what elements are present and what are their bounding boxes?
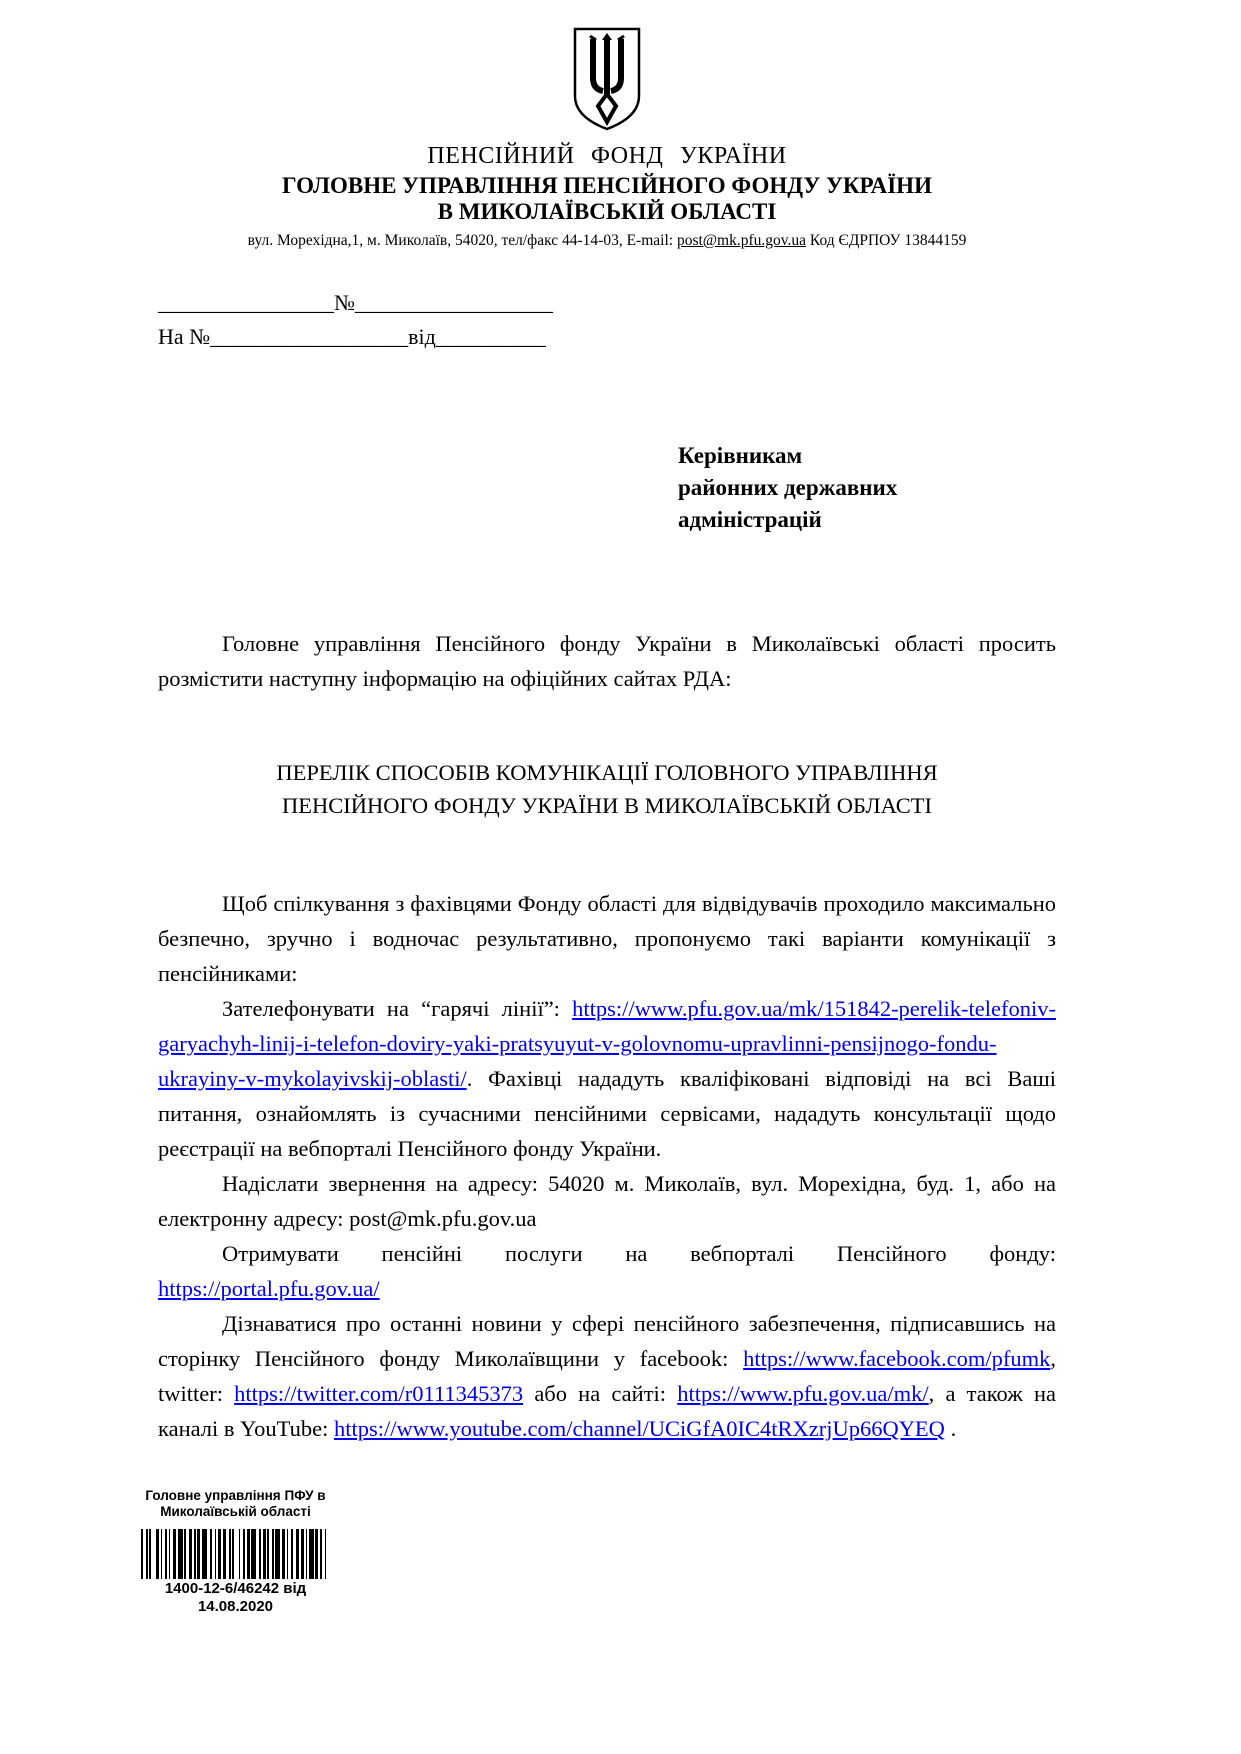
hotline-text-suffix: . Фахівці нададуть кваліфіковані відповіді на всі Ваші питання, ознайомлять із сучасними пенсійними сервісами, нададуть консультації щодо реєстрації на вебпорталі Пенсійного фонду України.: [158, 1066, 1056, 1161]
number-sign: №: [334, 290, 355, 315]
heading-line1: ПЕРЕЛІК СПОСОБІВ КОМУНІКАЦІЇ ГОЛОВНОГО УПРАВЛІННЯ: [276, 760, 938, 785]
news-text-mid1: , twitter:: [158, 1346, 1056, 1406]
recipient-block: [678, 440, 1056, 536]
incoming-number-blank: __________________: [210, 324, 409, 349]
reference-block: [158, 290, 1056, 350]
outgoing-number-line: [158, 290, 1056, 316]
news-text-mid2: або на сайті:: [523, 1381, 678, 1406]
incoming-prefix: На №: [158, 324, 211, 349]
incoming-date-blank: __________: [435, 324, 546, 349]
recipient-line: Керівникам: [678, 443, 803, 468]
news-text-mid3: , а також на каналі в YouTube:: [158, 1381, 1056, 1441]
incoming-number-line: [158, 324, 1056, 350]
twitter-link[interactable]: https://twitter.com/r0111345373: [234, 1381, 524, 1406]
header-email-link[interactable]: post@mk.pfu.gov.ua: [676, 232, 807, 249]
news-text-prefix: Дізнаватися про останні новини у сфері пенсійного забезпечення, підписавшись на сторінку Пенсійного фонду Миколаївщини у facebook:: [158, 1311, 1056, 1371]
hotline-link[interactable]: https://www.pfu.gov.ua/mk/151842-perelik-telefoniv-garyachyh-linij-i-telefon-doviry-yaki-pratsyuyut-v-golovnomu-upravlinni-pensijnogo-fondu-ukrayiny-v-mykolayivskij-oblasti/: [158, 996, 1056, 1091]
webportal-text-prefix: Отримувати пенсійні послуги на вебпорталі Пенсійного фонду:: [222, 1241, 1056, 1266]
paragraph-news: [158, 1306, 1056, 1446]
recipient-line: адміністрацій: [678, 507, 822, 532]
youtube-link[interactable]: https://www.youtube.com/channel/UCiGfA0IC4tRXzrjUp66QYEQ: [333, 1416, 945, 1441]
stamp-org-line1: Головне управління ПФУ в: [145, 1488, 326, 1503]
letterhead: [158, 26, 1056, 250]
barcode: [128, 1529, 343, 1579]
heading-line2: ПЕНСІЙНОГО ФОНДУ УКРАЇНИ В МИКОЛАЇВСЬКІЙ ОБЛАСТІ: [282, 793, 932, 818]
ukraine-trident-emblem-icon: [572, 26, 642, 137]
paragraph-postal-address: Надіслати звернення на адресу: 54020 м. Миколаїв, вул. Морехідна, буд. 1, або на електронну адресу: post@mk.pfu.gov.ua: [158, 1171, 1056, 1231]
site-link[interactable]: https://www.pfu.gov.ua/mk/: [677, 1381, 929, 1406]
news-text-suffix: .: [944, 1416, 957, 1441]
document-heading: [158, 756, 1056, 822]
stamp-doc-number: 1400-12-6/46242 від: [164, 1580, 307, 1597]
registration-stamp: [128, 1488, 343, 1615]
date-blank: ________________: [158, 290, 334, 315]
address-suffix: Код ЄДРПОУ 13844159: [806, 232, 967, 249]
address-prefix: вул. Морехідна,1, м. Миколаїв, 54020, тел/факс 44-14-03, E-mail:: [247, 232, 677, 249]
stamp-doc-date: 14.08.2020: [197, 1598, 274, 1615]
portal-link[interactable]: https://portal.pfu.gov.ua/: [158, 1276, 380, 1301]
stamp-org-line2: Миколаївській області: [160, 1504, 311, 1519]
hotline-text-prefix: Зателефонувати на “гарячі лінії”:: [222, 996, 573, 1021]
org-name-line2: ГОЛОВНЕ УПРАВЛІННЯ ПЕНСІЙНОГО ФОНДУ УКРАЇНИ: [282, 173, 932, 198]
address-line: [158, 232, 1056, 250]
recipient-line: районних державних: [678, 475, 898, 500]
paragraph-webportal: [158, 1236, 1056, 1306]
facebook-link[interactable]: https://www.facebook.com/pfumk: [743, 1346, 1051, 1371]
org-name-line1: ПЕНСІЙНИЙ ФОНД УКРАЇНИ: [427, 143, 787, 169]
paragraph-hotline: [158, 991, 1056, 1166]
org-name-line3: В МИКОЛАЇВСЬКІЙ ОБЛАСТІ: [437, 199, 777, 224]
number-blank: __________________: [355, 290, 553, 315]
incoming-vid-label: від: [408, 324, 436, 349]
paragraph-variants: Щоб спілкування з фахівцями Фонду області для відвідувачів проходило максимально безпечно, зручно і водночас результативно, пропонуємо такі варіанти комунікації з пенсійниками:: [158, 891, 1056, 986]
intro-paragraph: Головне управління Пенсійного фонду України в Миколаївські області просить розмістити наступну інформацію на офіційних сайтах РДА:: [158, 631, 1056, 691]
